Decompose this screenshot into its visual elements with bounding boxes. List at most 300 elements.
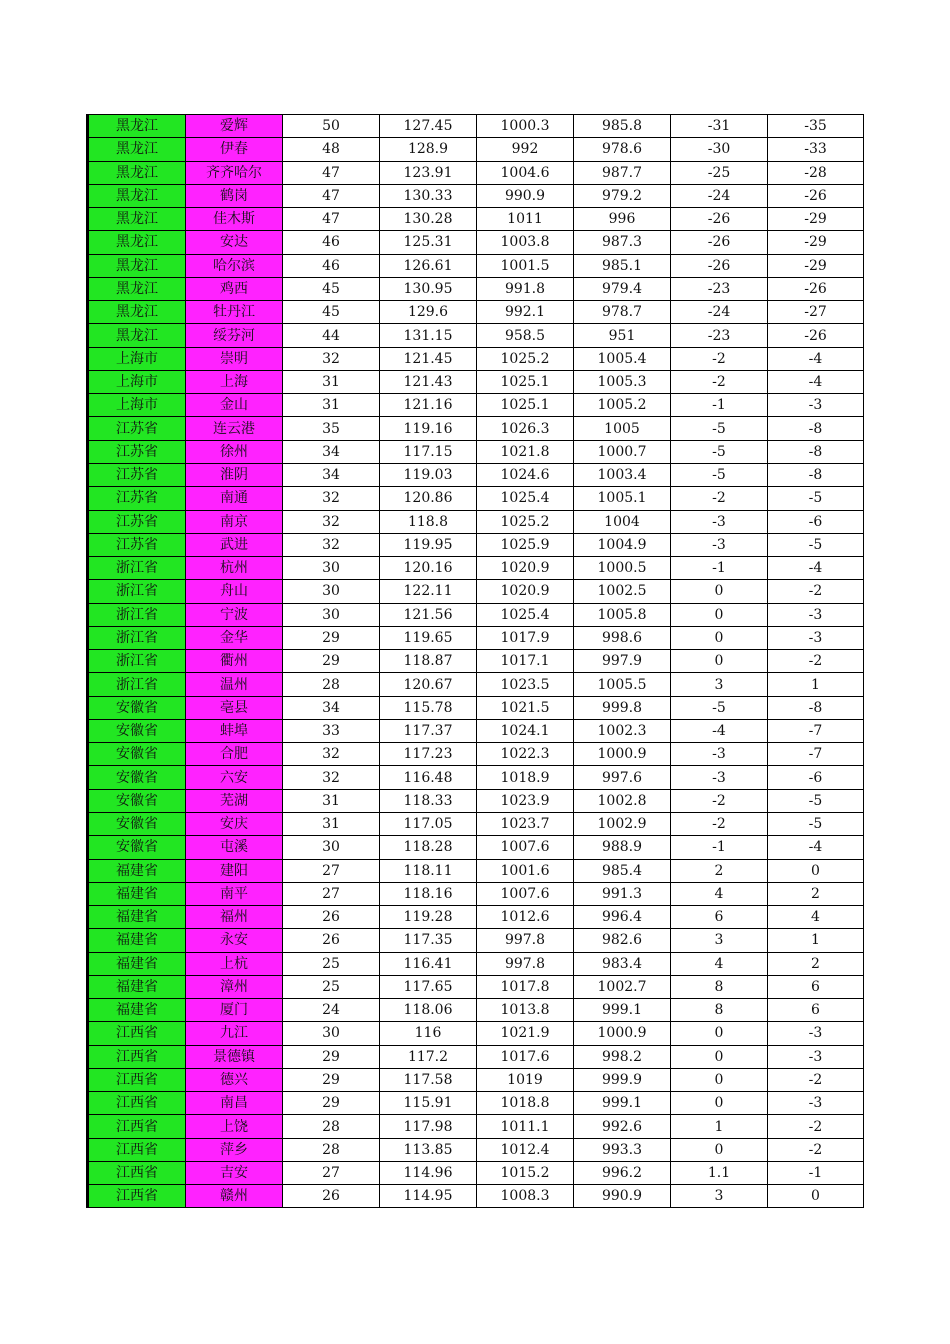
city-cell[interactable]: 淮阴 [186,463,283,486]
value-cell[interactable]: -8 [768,440,864,463]
value-cell[interactable]: 32 [283,766,380,789]
city-cell[interactable]: 福州 [186,906,283,929]
value-cell[interactable]: 1025.4 [477,487,574,510]
province-cell[interactable]: 江西省 [88,1045,186,1068]
value-cell[interactable]: 1020.9 [477,557,574,580]
value-cell[interactable]: -2 [671,370,768,393]
value-cell[interactable]: 48 [283,138,380,161]
value-cell[interactable]: 127.45 [380,115,477,138]
value-cell[interactable]: 999.1 [574,999,671,1022]
value-cell[interactable]: -1 [671,836,768,859]
value-cell[interactable]: 27 [283,1161,380,1184]
value-cell[interactable]: 1 [671,1115,768,1138]
value-cell[interactable]: 116.41 [380,952,477,975]
province-cell[interactable]: 福建省 [88,975,186,998]
value-cell[interactable]: 0 [671,1022,768,1045]
value-cell[interactable]: 1011 [477,208,574,231]
value-cell[interactable]: -4 [768,370,864,393]
value-cell[interactable]: 125.31 [380,231,477,254]
province-cell[interactable]: 福建省 [88,882,186,905]
value-cell[interactable]: 117.65 [380,975,477,998]
value-cell[interactable]: 117.98 [380,1115,477,1138]
value-cell[interactable]: 951 [574,324,671,347]
city-cell[interactable]: 芜湖 [186,789,283,812]
value-cell[interactable]: 34 [283,463,380,486]
value-cell[interactable]: 1025.2 [477,510,574,533]
province-cell[interactable]: 江苏省 [88,510,186,533]
value-cell[interactable]: 998.2 [574,1045,671,1068]
value-cell[interactable]: 2 [671,859,768,882]
value-cell[interactable]: 8 [671,975,768,998]
value-cell[interactable]: -5 [671,417,768,440]
city-cell[interactable]: 徐州 [186,440,283,463]
value-cell[interactable]: 1017.1 [477,650,574,673]
value-cell[interactable]: -3 [768,394,864,417]
value-cell[interactable]: 1019 [477,1068,574,1091]
city-cell[interactable]: 上海 [186,370,283,393]
value-cell[interactable]: 1000.9 [574,1022,671,1045]
value-cell[interactable]: 988.9 [574,836,671,859]
value-cell[interactable]: 3 [671,929,768,952]
value-cell[interactable]: 114.95 [380,1185,477,1208]
value-cell[interactable]: 1002.5 [574,580,671,603]
value-cell[interactable]: 978.7 [574,301,671,324]
city-cell[interactable]: 景德镇 [186,1045,283,1068]
province-cell[interactable]: 江西省 [88,1115,186,1138]
value-cell[interactable]: 1.1 [671,1161,768,1184]
value-cell[interactable]: 1023.9 [477,789,574,812]
province-cell[interactable]: 安徽省 [88,719,186,742]
province-cell[interactable]: 浙江省 [88,603,186,626]
value-cell[interactable]: 999.1 [574,1092,671,1115]
value-cell[interactable]: 29 [283,1045,380,1068]
city-cell[interactable]: 牡丹江 [186,301,283,324]
city-cell[interactable]: 鸡西 [186,277,283,300]
city-cell[interactable]: 漳州 [186,975,283,998]
value-cell[interactable]: -4 [768,836,864,859]
city-cell[interactable]: 宁波 [186,603,283,626]
province-cell[interactable]: 上海市 [88,347,186,370]
value-cell[interactable]: 982.6 [574,929,671,952]
value-cell[interactable]: 45 [283,277,380,300]
value-cell[interactable]: -5 [671,463,768,486]
value-cell[interactable]: 1021.5 [477,696,574,719]
province-cell[interactable]: 江西省 [88,1022,186,1045]
city-cell[interactable]: 武进 [186,533,283,556]
value-cell[interactable]: 123.91 [380,161,477,184]
value-cell[interactable]: -27 [768,301,864,324]
value-cell[interactable]: 958.5 [477,324,574,347]
value-cell[interactable]: 1023.5 [477,673,574,696]
value-cell[interactable]: -3 [671,743,768,766]
value-cell[interactable]: -26 [671,254,768,277]
value-cell[interactable]: 999.9 [574,1068,671,1091]
value-cell[interactable]: 1005.8 [574,603,671,626]
city-cell[interactable]: 舟山 [186,580,283,603]
value-cell[interactable]: 30 [283,580,380,603]
value-cell[interactable]: 31 [283,370,380,393]
province-cell[interactable]: 江西省 [88,1068,186,1091]
value-cell[interactable]: 991.3 [574,882,671,905]
value-cell[interactable]: 997.8 [477,929,574,952]
province-cell[interactable]: 安徽省 [88,766,186,789]
value-cell[interactable]: 1015.2 [477,1161,574,1184]
city-cell[interactable]: 上杭 [186,952,283,975]
value-cell[interactable]: 126.61 [380,254,477,277]
value-cell[interactable]: 997.6 [574,766,671,789]
value-cell[interactable]: -2 [768,1068,864,1091]
value-cell[interactable]: 998.6 [574,626,671,649]
value-cell[interactable]: -4 [768,347,864,370]
value-cell[interactable]: -3 [768,1045,864,1068]
value-cell[interactable]: 3 [671,1185,768,1208]
value-cell[interactable]: -1 [768,1161,864,1184]
value-cell[interactable]: 987.7 [574,161,671,184]
value-cell[interactable]: 2 [768,882,864,905]
province-cell[interactable]: 福建省 [88,906,186,929]
value-cell[interactable]: 118.8 [380,510,477,533]
city-cell[interactable]: 德兴 [186,1068,283,1091]
city-cell[interactable]: 赣州 [186,1185,283,1208]
value-cell[interactable]: 2 [768,952,864,975]
value-cell[interactable]: 6 [768,975,864,998]
value-cell[interactable]: -2 [671,812,768,835]
value-cell[interactable]: 1017.6 [477,1045,574,1068]
value-cell[interactable]: 32 [283,487,380,510]
city-cell[interactable]: 吉安 [186,1161,283,1184]
value-cell[interactable]: 25 [283,975,380,998]
value-cell[interactable]: -2 [768,1138,864,1161]
province-cell[interactable]: 浙江省 [88,673,186,696]
value-cell[interactable]: 992.6 [574,1115,671,1138]
value-cell[interactable]: 28 [283,1138,380,1161]
value-cell[interactable]: -3 [671,533,768,556]
city-cell[interactable]: 爱辉 [186,115,283,138]
value-cell[interactable]: 129.6 [380,301,477,324]
province-cell[interactable]: 黑龙江 [88,324,186,347]
province-cell[interactable]: 江西省 [88,1185,186,1208]
province-cell[interactable]: 上海市 [88,394,186,417]
province-cell[interactable]: 安徽省 [88,696,186,719]
value-cell[interactable]: 1000.7 [574,440,671,463]
value-cell[interactable]: 4 [768,906,864,929]
value-cell[interactable]: 1001.5 [477,254,574,277]
value-cell[interactable]: 122.11 [380,580,477,603]
value-cell[interactable]: 1018.9 [477,766,574,789]
value-cell[interactable]: -24 [671,184,768,207]
value-cell[interactable]: -2 [671,789,768,812]
value-cell[interactable]: 1017.9 [477,626,574,649]
value-cell[interactable]: -26 [671,208,768,231]
value-cell[interactable]: 1003.4 [574,463,671,486]
city-cell[interactable]: 衢州 [186,650,283,673]
value-cell[interactable]: 119.95 [380,533,477,556]
value-cell[interactable]: 1004 [574,510,671,533]
value-cell[interactable]: 1024.6 [477,463,574,486]
province-cell[interactable]: 浙江省 [88,557,186,580]
province-cell[interactable]: 福建省 [88,859,186,882]
value-cell[interactable]: -23 [671,277,768,300]
value-cell[interactable]: 987.3 [574,231,671,254]
value-cell[interactable]: 1021.8 [477,440,574,463]
value-cell[interactable]: 47 [283,161,380,184]
value-cell[interactable]: 121.16 [380,394,477,417]
value-cell[interactable]: -8 [768,417,864,440]
city-cell[interactable]: 温州 [186,673,283,696]
value-cell[interactable]: 116.48 [380,766,477,789]
value-cell[interactable]: -26 [768,184,864,207]
value-cell[interactable]: 996 [574,208,671,231]
value-cell[interactable]: 1002.8 [574,789,671,812]
value-cell[interactable]: 1012.4 [477,1138,574,1161]
value-cell[interactable]: 131.15 [380,324,477,347]
city-cell[interactable]: 杭州 [186,557,283,580]
province-cell[interactable]: 黑龙江 [88,184,186,207]
city-cell[interactable]: 伊春 [186,138,283,161]
value-cell[interactable]: -2 [768,1115,864,1138]
value-cell[interactable]: 28 [283,673,380,696]
value-cell[interactable]: 128.9 [380,138,477,161]
value-cell[interactable]: -28 [768,161,864,184]
value-cell[interactable]: 28 [283,1115,380,1138]
value-cell[interactable]: 1020.9 [477,580,574,603]
value-cell[interactable]: 24 [283,999,380,1022]
province-cell[interactable]: 上海市 [88,370,186,393]
value-cell[interactable]: 117.23 [380,743,477,766]
value-cell[interactable]: 117.2 [380,1045,477,1068]
value-cell[interactable]: -4 [768,557,864,580]
value-cell[interactable]: -29 [768,254,864,277]
value-cell[interactable]: 50 [283,115,380,138]
value-cell[interactable]: 118.33 [380,789,477,812]
value-cell[interactable]: 118.11 [380,859,477,882]
value-cell[interactable]: 1023.7 [477,812,574,835]
province-cell[interactable]: 福建省 [88,999,186,1022]
city-cell[interactable]: 永安 [186,929,283,952]
value-cell[interactable]: 991.8 [477,277,574,300]
value-cell[interactable]: 1002.9 [574,812,671,835]
value-cell[interactable]: 985.1 [574,254,671,277]
value-cell[interactable]: 26 [283,929,380,952]
city-cell[interactable]: 厦门 [186,999,283,1022]
value-cell[interactable]: 30 [283,836,380,859]
value-cell[interactable]: 1005.1 [574,487,671,510]
value-cell[interactable]: 1 [768,929,864,952]
value-cell[interactable]: -7 [768,719,864,742]
value-cell[interactable]: 1007.6 [477,882,574,905]
value-cell[interactable]: -35 [768,115,864,138]
province-cell[interactable]: 黑龙江 [88,277,186,300]
city-cell[interactable]: 亳县 [186,696,283,719]
value-cell[interactable]: 0 [768,859,864,882]
value-cell[interactable]: 1005.3 [574,370,671,393]
value-cell[interactable]: 997.8 [477,952,574,975]
value-cell[interactable]: 1001.6 [477,859,574,882]
value-cell[interactable]: -24 [671,301,768,324]
value-cell[interactable]: -2 [768,650,864,673]
value-cell[interactable]: 119.65 [380,626,477,649]
value-cell[interactable]: 1005.2 [574,394,671,417]
value-cell[interactable]: 6 [671,906,768,929]
value-cell[interactable]: -2 [671,347,768,370]
province-cell[interactable]: 黑龙江 [88,231,186,254]
value-cell[interactable]: 4 [671,952,768,975]
value-cell[interactable]: 985.8 [574,115,671,138]
value-cell[interactable]: 8 [671,999,768,1022]
value-cell[interactable]: -29 [768,208,864,231]
value-cell[interactable]: 1002.7 [574,975,671,998]
city-cell[interactable]: 上饶 [186,1115,283,1138]
value-cell[interactable]: 992 [477,138,574,161]
value-cell[interactable]: 113.85 [380,1138,477,1161]
value-cell[interactable]: -5 [768,533,864,556]
value-cell[interactable]: 1025.4 [477,603,574,626]
city-cell[interactable]: 绥芬河 [186,324,283,347]
value-cell[interactable]: 45 [283,301,380,324]
value-cell[interactable]: -3 [768,1022,864,1045]
value-cell[interactable]: -1 [671,394,768,417]
value-cell[interactable]: 47 [283,208,380,231]
province-cell[interactable]: 江苏省 [88,533,186,556]
province-cell[interactable]: 浙江省 [88,650,186,673]
value-cell[interactable]: -5 [768,789,864,812]
value-cell[interactable]: 30 [283,603,380,626]
value-cell[interactable]: 121.43 [380,370,477,393]
value-cell[interactable]: 33 [283,719,380,742]
city-cell[interactable]: 哈尔滨 [186,254,283,277]
value-cell[interactable]: -1 [671,557,768,580]
value-cell[interactable]: 999.8 [574,696,671,719]
value-cell[interactable]: 32 [283,347,380,370]
value-cell[interactable]: 35 [283,417,380,440]
value-cell[interactable]: 0 [671,1138,768,1161]
value-cell[interactable]: 120.16 [380,557,477,580]
value-cell[interactable]: 26 [283,906,380,929]
value-cell[interactable]: 1 [768,673,864,696]
city-cell[interactable]: 九江 [186,1022,283,1045]
value-cell[interactable]: 117.58 [380,1068,477,1091]
value-cell[interactable]: 979.4 [574,277,671,300]
value-cell[interactable]: -30 [671,138,768,161]
city-cell[interactable]: 蚌埠 [186,719,283,742]
city-cell[interactable]: 屯溪 [186,836,283,859]
value-cell[interactable]: 47 [283,184,380,207]
value-cell[interactable]: 116 [380,1022,477,1045]
city-cell[interactable]: 金华 [186,626,283,649]
value-cell[interactable]: 1025.1 [477,370,574,393]
value-cell[interactable]: 1005.4 [574,347,671,370]
value-cell[interactable]: -6 [768,766,864,789]
value-cell[interactable]: 1022.3 [477,743,574,766]
province-cell[interactable]: 黑龙江 [88,161,186,184]
value-cell[interactable]: -8 [768,696,864,719]
value-cell[interactable]: 1018.8 [477,1092,574,1115]
value-cell[interactable]: 32 [283,533,380,556]
value-cell[interactable]: 117.05 [380,812,477,835]
city-cell[interactable]: 安庆 [186,812,283,835]
value-cell[interactable]: 1025.1 [477,394,574,417]
value-cell[interactable]: 44 [283,324,380,347]
value-cell[interactable]: 26 [283,1185,380,1208]
value-cell[interactable]: 0 [671,650,768,673]
value-cell[interactable]: 979.2 [574,184,671,207]
value-cell[interactable]: 34 [283,696,380,719]
value-cell[interactable]: -33 [768,138,864,161]
value-cell[interactable]: 0 [671,1045,768,1068]
value-cell[interactable]: 27 [283,859,380,882]
value-cell[interactable]: 30 [283,557,380,580]
value-cell[interactable]: 46 [283,254,380,277]
value-cell[interactable]: 0 [671,580,768,603]
province-cell[interactable]: 黑龙江 [88,115,186,138]
value-cell[interactable]: 46 [283,231,380,254]
value-cell[interactable]: 1005.5 [574,673,671,696]
value-cell[interactable]: 114.96 [380,1161,477,1184]
value-cell[interactable]: -26 [671,231,768,254]
city-cell[interactable]: 连云港 [186,417,283,440]
value-cell[interactable]: -5 [671,696,768,719]
value-cell[interactable]: 1000.3 [477,115,574,138]
province-cell[interactable]: 安徽省 [88,812,186,835]
value-cell[interactable]: -26 [768,277,864,300]
value-cell[interactable]: 1024.1 [477,719,574,742]
value-cell[interactable]: 1007.6 [477,836,574,859]
city-cell[interactable]: 南平 [186,882,283,905]
value-cell[interactable]: 34 [283,440,380,463]
value-cell[interactable]: 983.4 [574,952,671,975]
value-cell[interactable]: 130.95 [380,277,477,300]
value-cell[interactable]: 978.6 [574,138,671,161]
value-cell[interactable]: -2 [768,580,864,603]
city-cell[interactable]: 安达 [186,231,283,254]
city-cell[interactable]: 鹤岗 [186,184,283,207]
value-cell[interactable]: 32 [283,743,380,766]
province-cell[interactable]: 黑龙江 [88,254,186,277]
value-cell[interactable]: 1002.3 [574,719,671,742]
province-cell[interactable]: 黑龙江 [88,208,186,231]
value-cell[interactable]: 1013.8 [477,999,574,1022]
value-cell[interactable]: 985.4 [574,859,671,882]
city-cell[interactable]: 南京 [186,510,283,533]
value-cell[interactable]: 29 [283,1092,380,1115]
province-cell[interactable]: 福建省 [88,929,186,952]
city-cell[interactable]: 南昌 [186,1092,283,1115]
city-cell[interactable]: 崇明 [186,347,283,370]
value-cell[interactable]: 1000.5 [574,557,671,580]
value-cell[interactable]: 0 [671,1092,768,1115]
value-cell[interactable]: 119.03 [380,463,477,486]
value-cell[interactable]: 990.9 [574,1185,671,1208]
value-cell[interactable]: -3 [768,603,864,626]
province-cell[interactable]: 黑龙江 [88,138,186,161]
value-cell[interactable]: 29 [283,1068,380,1091]
value-cell[interactable]: 30 [283,1022,380,1045]
value-cell[interactable]: 115.91 [380,1092,477,1115]
value-cell[interactable]: 1005 [574,417,671,440]
value-cell[interactable]: 117.37 [380,719,477,742]
value-cell[interactable]: 990.9 [477,184,574,207]
value-cell[interactable]: 130.33 [380,184,477,207]
value-cell[interactable]: 1011.1 [477,1115,574,1138]
value-cell[interactable]: 1025.9 [477,533,574,556]
value-cell[interactable]: 1021.9 [477,1022,574,1045]
province-cell[interactable]: 浙江省 [88,626,186,649]
value-cell[interactable]: 1008.3 [477,1185,574,1208]
value-cell[interactable]: 3 [671,673,768,696]
province-cell[interactable]: 江苏省 [88,440,186,463]
value-cell[interactable]: 117.35 [380,929,477,952]
province-cell[interactable]: 江西省 [88,1092,186,1115]
